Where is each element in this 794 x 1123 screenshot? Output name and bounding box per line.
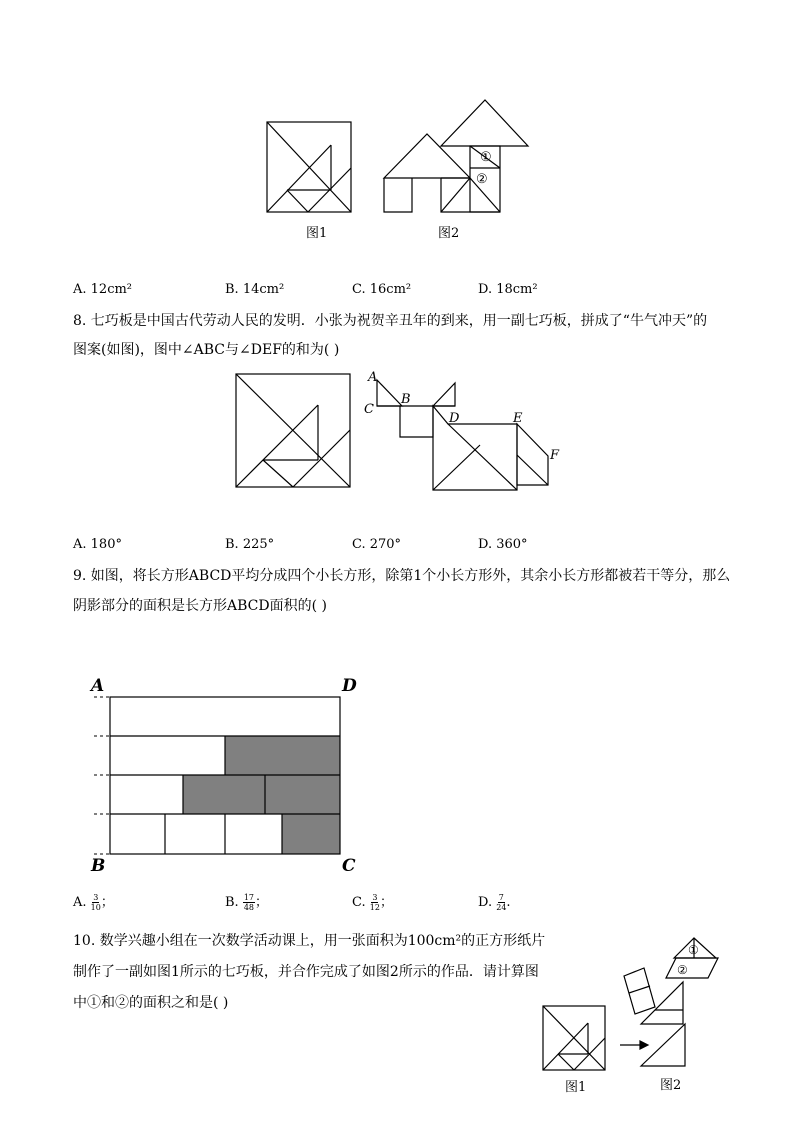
q7-fig1-caption: 图1 [306,226,328,241]
q9-label-a: A [91,676,105,696]
q9-question-line2: 阴影部分的面积是长方形ABCD面积的( ) [73,598,327,614]
q8-label-b: B [401,392,411,407]
q8-option-a[interactable]: A. 180° [73,537,122,552]
fraction-numerator: 17 [243,893,255,902]
option-end-mark: . [506,895,511,910]
q7-option-a[interactable]: A. 12cm² [73,282,133,297]
q9-label-b: B [91,856,106,876]
q9-label-c: C [342,856,356,876]
q8-question-line1: 8. 七巧板是中国古代劳动人民的发明．小张为祝贺辛丑年的到来，用一副七巧板，拼成了“牛气冲天”的 [73,313,708,329]
q9-option-d-letter: D. [478,895,493,910]
q8-label-f: F [550,448,560,463]
fraction-denominator: 10 [90,903,101,912]
q10-circled-2: ② [677,963,688,977]
option-end-mark: ； [255,895,269,910]
q7-option-b[interactable]: B. 14cm² [225,282,285,297]
q8-label-c: C [364,402,374,417]
q9-question-line1: 9. 如图，将长方形ABCD平均分成四个小长方形，除第1个小长方形外，其余小长方形都被若干等分，那么 [73,568,731,584]
q7-option-c[interactable]: C. 16cm² [352,282,412,297]
option-end-mark: ； [379,895,393,910]
fraction-numerator: 7 [498,893,504,902]
fraction-numerator: 3 [93,893,99,902]
q9-option-b-letter: B. [225,895,239,910]
q10-fig2-caption: 图2 [660,1078,682,1093]
fraction-denominator: 24 [496,903,507,912]
q8-question-line2: 图案(如图)，图中∠ABC与∠DEF的和为( ) [73,342,340,358]
q9-option-a-letter: A. [73,895,87,910]
q10-question-line3: 中①和②的面积之和是( ) [73,995,229,1011]
q9-option-c-letter: C. [352,895,366,910]
fraction-denominator: 48 [243,903,255,912]
q8-option-c[interactable]: C. 270° [352,537,402,552]
q7-circled-2: ② [476,172,488,187]
q7-fig2-caption: 图2 [438,226,460,241]
q8-option-d[interactable]: D. 360° [478,537,528,552]
q8-label-e: E [513,411,523,426]
q8-option-b[interactable]: B. 225° [225,537,275,552]
q7-option-d[interactable]: D. 18cm² [478,282,538,297]
q7-circled-1: ① [480,150,492,165]
option-end-mark: ； [100,895,114,910]
q9-label-d: D [342,676,357,696]
q8-label-d: D [449,411,460,426]
fraction-numerator: 3 [372,893,378,902]
fraction-denominator: 12 [369,903,380,912]
q10-question-line1: 10. 数学兴趣小组在一次数学活动课上，用一张面积为100cm²的正方形纸片 [73,933,546,949]
q8-label-a: A [368,370,378,385]
q10-fig1-caption: 图1 [565,1080,587,1095]
q10-question-line2: 制作了一副如图1所示的七巧板，并合作完成了如图2所示的作品．请计算图 [73,964,539,980]
q10-circled-1: ① [688,943,699,957]
